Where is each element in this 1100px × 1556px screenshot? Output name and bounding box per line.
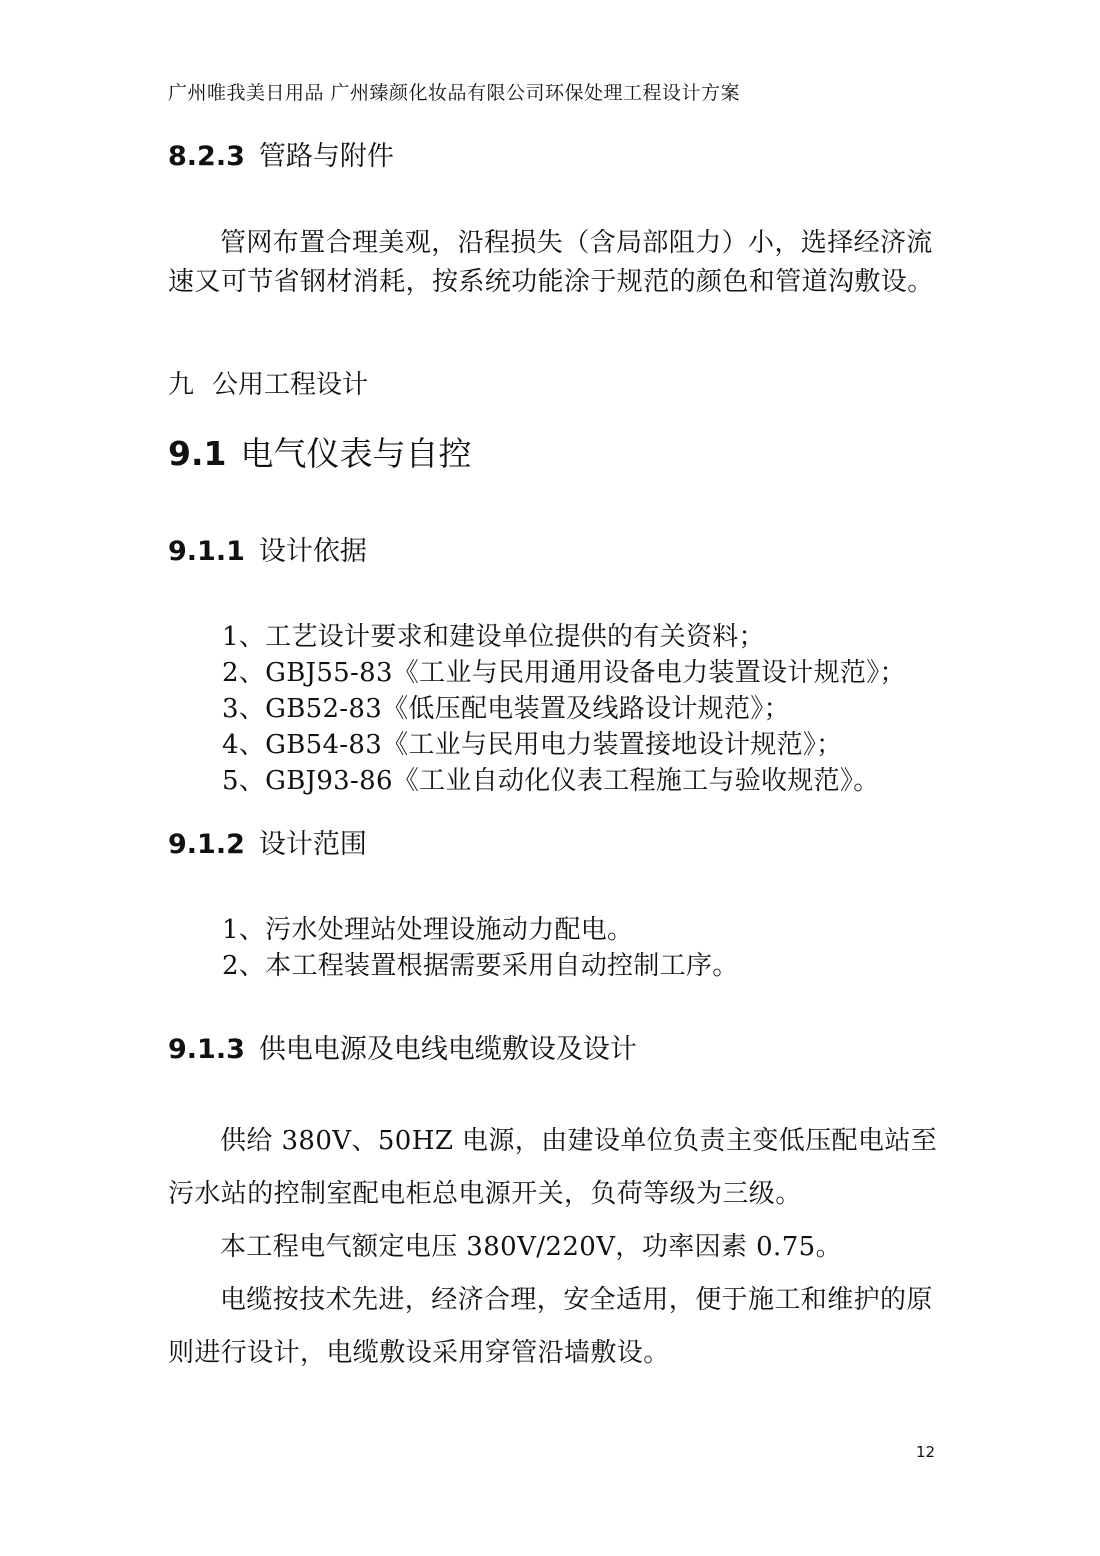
section-heading-9-1 [168,428,471,475]
section-heading-9-1-3 [168,1027,637,1066]
section-title: 设计依据 [258,536,367,567]
list-item: 2、GBJ55-83《工业与民用通用设备电力装置设计规范》； [222,658,906,688]
paragraph-pipeline: 管网布置合理美观，沿程损失（含局部阻力）小，选择经济流速又可节省钢材消耗，按系统功能涂于规范的颜色和管道沟敷设。 [168,228,934,297]
section-number: 9.1.1 [168,536,245,567]
chapter-number: 九 [168,370,195,400]
design-scope-list [222,912,739,984]
chapter-heading-9 [168,364,368,401]
running-header: 广州唯我美日用品 广州臻颜化妆品有限公司环保处理工程设计方案 [168,82,741,104]
list-item: 2、本工程装置根据需要采用自动控制工序。 [222,951,739,981]
section-number: 9.1 [168,434,227,473]
section-title: 管路与附件 [258,141,394,172]
section-heading-9-1-2 [168,822,367,861]
section-title: 供电电源及电线电缆敷设及设计 [258,1034,637,1065]
page-number: 12 [916,1443,936,1461]
section-number: 9.1.3 [168,1034,245,1065]
paragraph-cable-design: 电缆按技术先进，经济合理，安全适用，便于施工和维护的原则进行设计，电缆敷设采用穿管沿墙敷设。 [168,1285,933,1368]
section-heading-8-2-3 [168,134,394,173]
section-title: 设计范围 [258,829,367,860]
paragraph-power-supply: 供给 380V、50HZ 电源，由建设单位负责主变低压配电站至污水站的控制室配电柜总电源开关，负荷等级为三级。 [168,1126,938,1209]
list-item: 5、GBJ93-86《工业自动化仪表工程施工与验收规范》。 [222,766,880,796]
list-item: 3、GB52-83《低压配电装置及线路设计规范》； [222,694,790,724]
list-item: 1、污水处理站处理设施动力配电。 [222,915,634,945]
design-basis-list [222,619,906,799]
chapter-title: 公用工程设计 [212,370,369,400]
section-title: 电气仪表与自控 [240,434,472,473]
section-heading-9-1-1 [168,529,367,568]
paragraph-rated-voltage: 本工程电气额定电压 380V/220V，功率因素 0.75。 [220,1232,842,1262]
list-item: 4、GB54-83《工业与民用电力装置接地设计规范》； [222,730,843,760]
section-number: 9.1.2 [168,829,245,860]
list-item: 1、工艺设计要求和建设单位提供的有关资料； [222,622,765,652]
section-number: 8.2.3 [168,141,245,172]
